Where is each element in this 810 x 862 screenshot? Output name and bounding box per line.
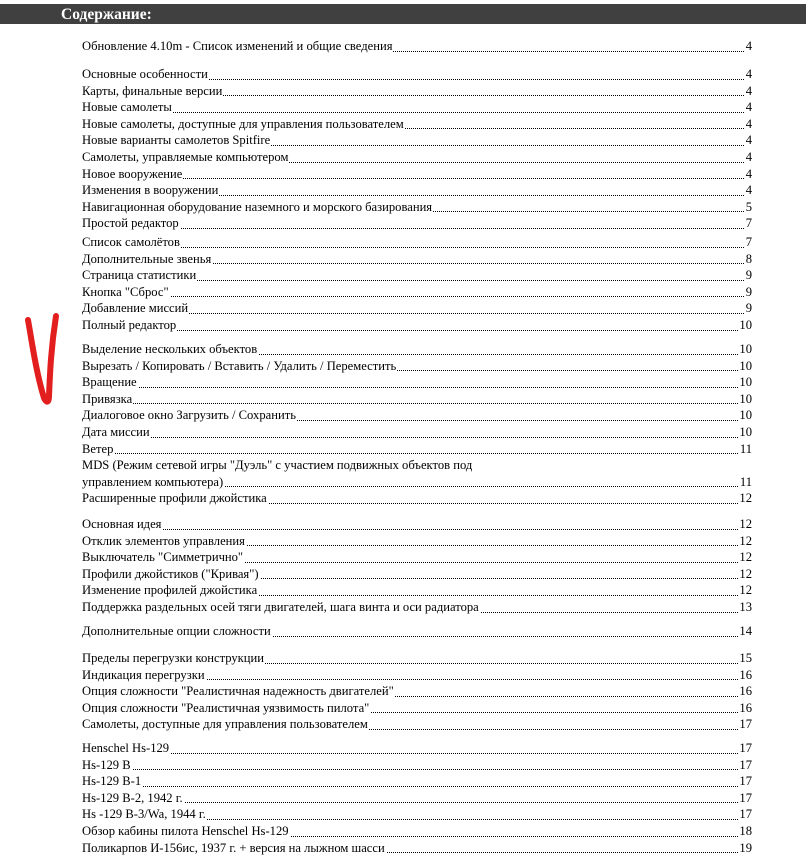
toc-entry-page-number: 4	[745, 133, 752, 148]
toc-entry[interactable]	[82, 391, 752, 408]
toc-entry-title: Hs -129 B-3/Wa, 1944 г.	[82, 807, 206, 822]
toc-entry-title: Расширенные профили джойстика	[82, 491, 267, 506]
toc-entry-page-number: 13	[739, 600, 752, 614]
toc-entry-title: Поддержка раздельных осей тяги двигателей, шага винта и оси радиатора	[82, 600, 479, 614]
toc-entry-page-number: 8	[745, 251, 752, 266]
toc-entry-page-number: 17	[739, 757, 752, 772]
toc-entry-title: Изменение профилей джойстика	[82, 583, 258, 598]
toc-entry-title: Навигационная оборудование наземного и морского базирования	[82, 199, 433, 214]
toc-entry-title: Дата миссии	[82, 425, 150, 439]
toc-entry-title: Henschel Hs-129	[82, 741, 170, 755]
dot-leader	[82, 330, 752, 331]
toc-entry-page-number: 10	[739, 425, 752, 439]
toc-entry-title: Диалоговое окно Загрузить / Сохранить	[82, 408, 296, 423]
toc-entry[interactable]	[82, 132, 752, 149]
toc-entry-title: Кнопка "Сброс"	[82, 284, 169, 299]
dot-leader	[82, 228, 752, 229]
red-check-mark-icon	[20, 312, 70, 412]
toc-entry[interactable]	[82, 116, 752, 133]
toc-entry[interactable]	[82, 740, 752, 757]
toc-entry-title: Список самолётов	[82, 235, 180, 249]
dot-leader	[82, 387, 752, 388]
toc-entry-title: Основная идея	[82, 517, 162, 531]
toc-entry[interactable]	[82, 99, 752, 116]
toc-entry-page-number: 17	[739, 774, 752, 789]
toc-entry-title: Полный редактор	[82, 318, 177, 332]
toc-entry-page-number: 9	[745, 284, 752, 299]
toc-entry-title: Изменения в вооружении	[82, 183, 219, 198]
toc-entry-page-number: 4	[745, 183, 752, 198]
toc-entry[interactable]	[82, 474, 752, 491]
toc-entry[interactable]	[82, 549, 752, 566]
toc-entry-title: Опция сложности "Реалистичная уязвимость пилота"	[82, 700, 370, 715]
toc-entry[interactable]	[82, 840, 752, 857]
toc-entry[interactable]	[82, 182, 752, 199]
toc-entry[interactable]	[82, 773, 752, 790]
toc-entry-page-number: 11	[739, 441, 752, 456]
toc-entry-page-number: 17	[739, 790, 752, 805]
toc-entry[interactable]	[82, 300, 752, 317]
toc-entry[interactable]	[82, 716, 752, 733]
toc-entry-title: Самолеты, доступные для управления пользователем	[82, 717, 368, 732]
toc-entry-page-number: 9	[745, 268, 752, 283]
toc-entry-page-number: 4	[745, 166, 752, 181]
toc-entry-title: Поликарпов И-156ис, 1937 г. + версия на лыжном шасси	[82, 840, 385, 855]
toc-entry-page-number: 12	[739, 517, 752, 531]
toc-entry-page-number: 12	[739, 566, 752, 581]
dot-leader	[82, 453, 752, 454]
contents-header-bar	[0, 4, 806, 24]
toc-entry-page-number: 19	[739, 840, 752, 855]
toc-entry[interactable]	[82, 757, 752, 774]
toc-entry-page-number: 4	[745, 39, 752, 53]
toc-entry-page-number: 12	[739, 491, 752, 506]
toc-entry-page-number: 10	[739, 391, 752, 406]
toc-entry-title: Hs-129 B-2, 1942 г.	[82, 790, 183, 805]
toc-entry-page-number: 17	[739, 807, 752, 822]
toc-entry[interactable]	[82, 407, 752, 424]
toc-entry-page-number: 4	[745, 67, 752, 81]
toc-entry[interactable]	[82, 457, 752, 474]
toc-entry-title: Отклик элементов управления	[82, 533, 245, 548]
toc-entry-title: Опция сложности "Реалистичная надежность двигателей"	[82, 684, 394, 699]
toc-entry-title: Привязка	[82, 391, 133, 406]
toc-entry-title: Обзор кабины пилота Henschel Hs-129	[82, 824, 289, 838]
toc-entry-page-number: 10	[739, 375, 752, 390]
toc-entry-page-number: 4	[745, 150, 752, 164]
dot-leader	[82, 786, 752, 787]
toc-entry[interactable]	[82, 66, 752, 83]
toc-entry[interactable]	[82, 149, 752, 166]
toc-entry[interactable]	[82, 490, 752, 507]
toc-entry[interactable]	[82, 83, 752, 100]
toc-entry-title: Новые варианты самолетов Spitfire	[82, 133, 271, 148]
toc-entry-page-number: 7	[745, 235, 752, 249]
toc-entry-page-number: 17	[739, 741, 752, 755]
toc-entry-page-number: 12	[739, 533, 752, 548]
toc-entry[interactable]	[82, 566, 752, 583]
toc-entry-page-number: 7	[745, 216, 752, 231]
toc-entry-title: Hs-129 B-1	[82, 774, 142, 789]
dot-leader	[82, 769, 752, 770]
toc-entry-title: Индикация перегрузки	[82, 667, 205, 682]
toc-entry-title: управлением компьютера)	[82, 474, 224, 489]
toc-entry[interactable]	[82, 599, 752, 616]
toc-entry-title: Выделение нескольких объектов	[82, 342, 258, 356]
toc-entry-title: Добавление миссий	[82, 301, 189, 316]
toc-entry-title: Новые самолеты, доступные для управления пользователем	[82, 116, 404, 131]
toc-entry[interactable]	[82, 806, 752, 823]
toc-entry[interactable]	[82, 215, 752, 232]
dot-leader	[82, 296, 752, 297]
dot-leader	[82, 529, 752, 530]
toc-entry-title: Основные особенности	[82, 67, 208, 81]
toc-entry[interactable]	[82, 823, 752, 840]
dot-leader	[82, 753, 752, 754]
toc-entry-title: MDS (Режим сетевой игры "Дуэль" с участием подвижных объектов под	[82, 458, 473, 473]
toc-entry[interactable]	[82, 166, 752, 183]
toc-entry-title: Вращение	[82, 375, 137, 390]
toc-entry-title: Hs-129 B	[82, 757, 131, 772]
toc-entry-title: Выключатель "Симметрично"	[82, 550, 244, 565]
toc-entry-page-number: 15	[739, 651, 752, 665]
toc-entry[interactable]	[82, 700, 752, 717]
toc-entry[interactable]	[82, 284, 752, 301]
toc-entry[interactable]	[82, 199, 752, 216]
toc-entry[interactable]	[82, 623, 752, 640]
toc-entry[interactable]	[82, 683, 752, 700]
toc-entry-title: Профили джойстиков ("Кривая")	[82, 566, 259, 581]
toc-entry[interactable]	[82, 267, 752, 284]
toc-entry[interactable]	[82, 533, 752, 550]
toc-entry-page-number: 16	[739, 700, 752, 715]
toc-entry[interactable]	[82, 38, 752, 55]
toc-entry-title: Обновление 4.10m - Список изменений и общие сведения	[82, 39, 393, 53]
toc-entry-title: Новое вооружение	[82, 166, 183, 181]
toc-entry-title: Пределы перегрузки конструкции	[82, 651, 265, 665]
toc-entry-page-number: 12	[739, 583, 752, 598]
toc-entry-page-number: 4	[745, 83, 752, 98]
toc-entry-title: Вырезать / Копировать / Вставить / Удалить / Переместить	[82, 358, 397, 373]
toc-entry-title: Карты, финальные версии	[82, 83, 223, 98]
toc-entry[interactable]	[82, 790, 752, 807]
toc-entry-page-number: 17	[739, 717, 752, 732]
toc-entry-page-number: 4	[745, 116, 752, 131]
toc-entry-page-number: 18	[739, 824, 752, 838]
toc-entry[interactable]	[82, 374, 752, 391]
toc-entry-page-number: 12	[739, 550, 752, 565]
toc-entry[interactable]	[82, 667, 752, 684]
toc-entry[interactable]	[82, 582, 752, 599]
toc-entry-page-number: 11	[739, 474, 752, 489]
toc-entry-title: Ветер	[82, 441, 114, 456]
dot-leader	[82, 112, 752, 113]
contents-heading: Содержание:	[61, 6, 152, 23]
toc-entry[interactable]	[82, 441, 752, 458]
toc-entry[interactable]	[82, 424, 752, 441]
toc-entry[interactable]	[82, 650, 752, 667]
toc-entry-title: Простой редактор	[82, 216, 179, 231]
dot-leader	[82, 437, 752, 438]
toc-entry-title: Дополнительные опции сложности	[82, 624, 271, 638]
toc-entry[interactable]	[82, 358, 752, 375]
toc-entry-page-number: 14	[739, 624, 752, 638]
toc-entry-title: Новые самолеты	[82, 100, 172, 115]
dot-leader	[82, 247, 752, 248]
toc-entry-page-number: 10	[739, 408, 752, 423]
toc-entry-title: Самолеты, управляемые компьютером	[82, 150, 289, 164]
toc-entry[interactable]	[82, 341, 752, 358]
toc-entry[interactable]	[82, 317, 752, 334]
toc-entry-page-number: 10	[739, 358, 752, 373]
toc-entry[interactable]	[82, 516, 752, 533]
toc-entry-page-number: 10	[739, 318, 752, 332]
toc-entry-page-number: 10	[739, 342, 752, 356]
toc-entry-page-number: 9	[745, 301, 752, 316]
toc-entry[interactable]	[82, 251, 752, 268]
toc-entry-page-number: 5	[745, 199, 752, 214]
dot-leader	[82, 403, 752, 404]
toc-entry-title: Дополнительные звенья	[82, 251, 212, 266]
toc-entry-page-number: 16	[739, 684, 752, 699]
toc-entry-page-number: 4	[745, 100, 752, 115]
toc-entry-page-number: 16	[739, 667, 752, 682]
toc-entry-title: Страница статистики	[82, 268, 197, 283]
toc-entry[interactable]	[82, 234, 752, 251]
